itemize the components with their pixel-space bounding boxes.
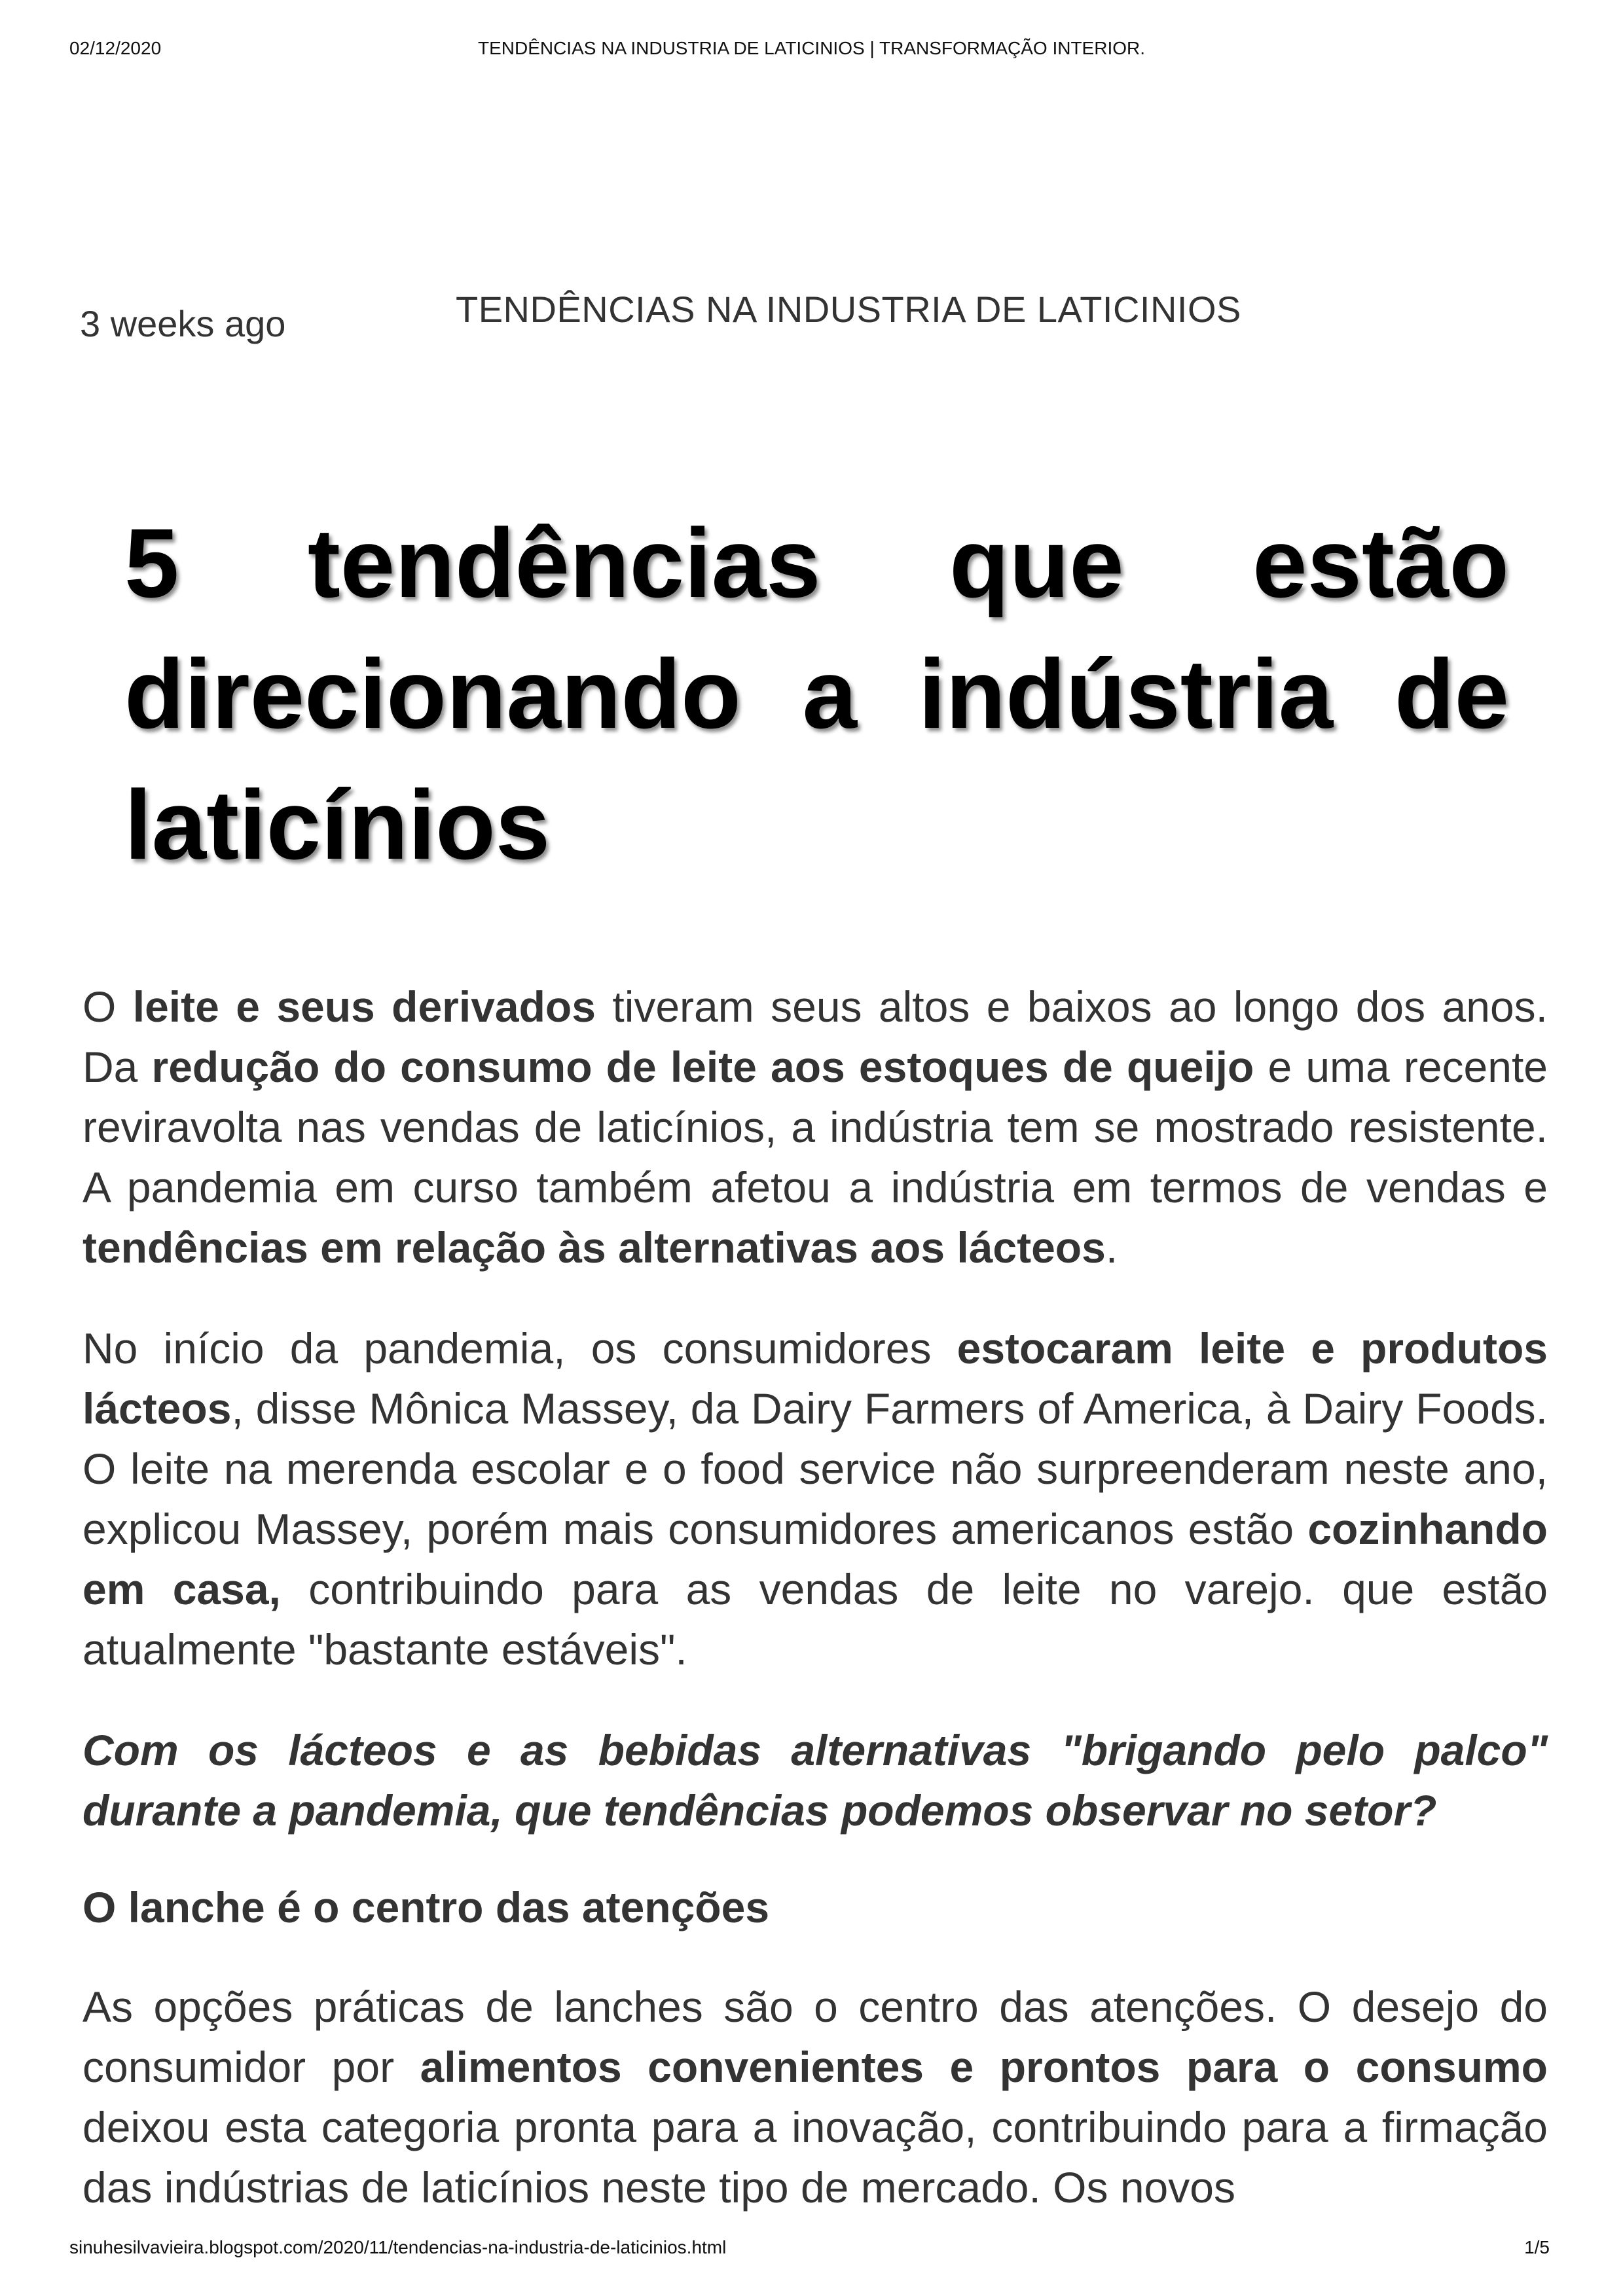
print-date: 02/12/2020 — [69, 38, 162, 58]
print-url: sinuhesilvavieira.blogspot.com/2020/11/tendencias-na-industria-de-laticinios.html — [69, 2237, 727, 2257]
post-category-title: TENDÊNCIAS NA INDUSTRIA DE LATICINIOS — [456, 289, 1241, 330]
highlighted-question: Com os lácteos e as bebidas alternativas "brigando pelo palco" durante a pandemia, que tendências podemos observar no setor? — [82, 1726, 1548, 1835]
paragraph-snacks — [82, 1977, 1548, 2217]
article-body — [82, 977, 1548, 2258]
text-run: . — [1105, 1223, 1118, 1272]
text-run: contribuindo para as vendas de leite no varejo. que estão atualmente "bastante estáveis". — [82, 1565, 1548, 1674]
emphasis-text: leite e seus derivados — [132, 982, 596, 1031]
print-footer — [0, 2237, 1623, 2263]
emphasis-text: redução do consumo de leite aos estoques de queijo — [151, 1043, 1254, 1091]
print-page-title: TENDÊNCIAS NA INDUSTRIA DE LATICINIOS | TRANSFORMAÇÃO INTERIOR. — [477, 38, 1146, 58]
emphasis-text: cozinhando em casa, — [82, 1505, 1548, 1613]
article-headline: 5 tendências que estão direcionando a indústria de laticínios — [124, 508, 1509, 880]
text-run: , disse Mônica Massey, da Dairy Farmers of America, à Dairy Foods. O leite na merenda escolar e o food service não surpreenderam neste ano, explicou Massey, porém mais consumidores americanos estão — [82, 1384, 1548, 1553]
text-run: deixou esta categoria pronta para a inovação, contribuindo para a firmação das indústrias de laticínios neste tipo de mercado. Os novos — [82, 2103, 1548, 2212]
paragraph-pandemic — [82, 1318, 1548, 1679]
emphasis-text: estocaram leite e produtos lácteos — [82, 1324, 1548, 1433]
text-run: tiveram seus altos e baixos ao longo dos anos. Da — [82, 982, 1548, 1091]
page-number: 1/5 — [1524, 2237, 1550, 2257]
text-run: e uma recente reviravolta nas vendas de laticínios, a indústria tem se mostrado resistente. A pandemia em curso também afetou a indústria em termos de vendas e — [82, 1043, 1548, 1211]
post-meta — [80, 288, 1543, 353]
text-run: As opções práticas de lanches são o centro das atenções. O desejo do consumidor por — [82, 1982, 1548, 2091]
emphasis-text: tendências em relação às alternativas aos lácteos — [82, 1223, 1106, 1272]
print-header — [0, 38, 1623, 64]
text-run: O — [82, 982, 133, 1031]
post-timestamp-link[interactable]: 3 weeks ago — [80, 303, 286, 344]
text-run: No início da pandemia, os consumidores — [82, 1324, 957, 1372]
section-subheading: O lanche é o centro das atenções — [82, 1883, 770, 1931]
emphasis-text: alimentos convenientes e prontos para o consumo — [420, 2043, 1548, 2091]
paragraph-intro — [82, 977, 1548, 1278]
